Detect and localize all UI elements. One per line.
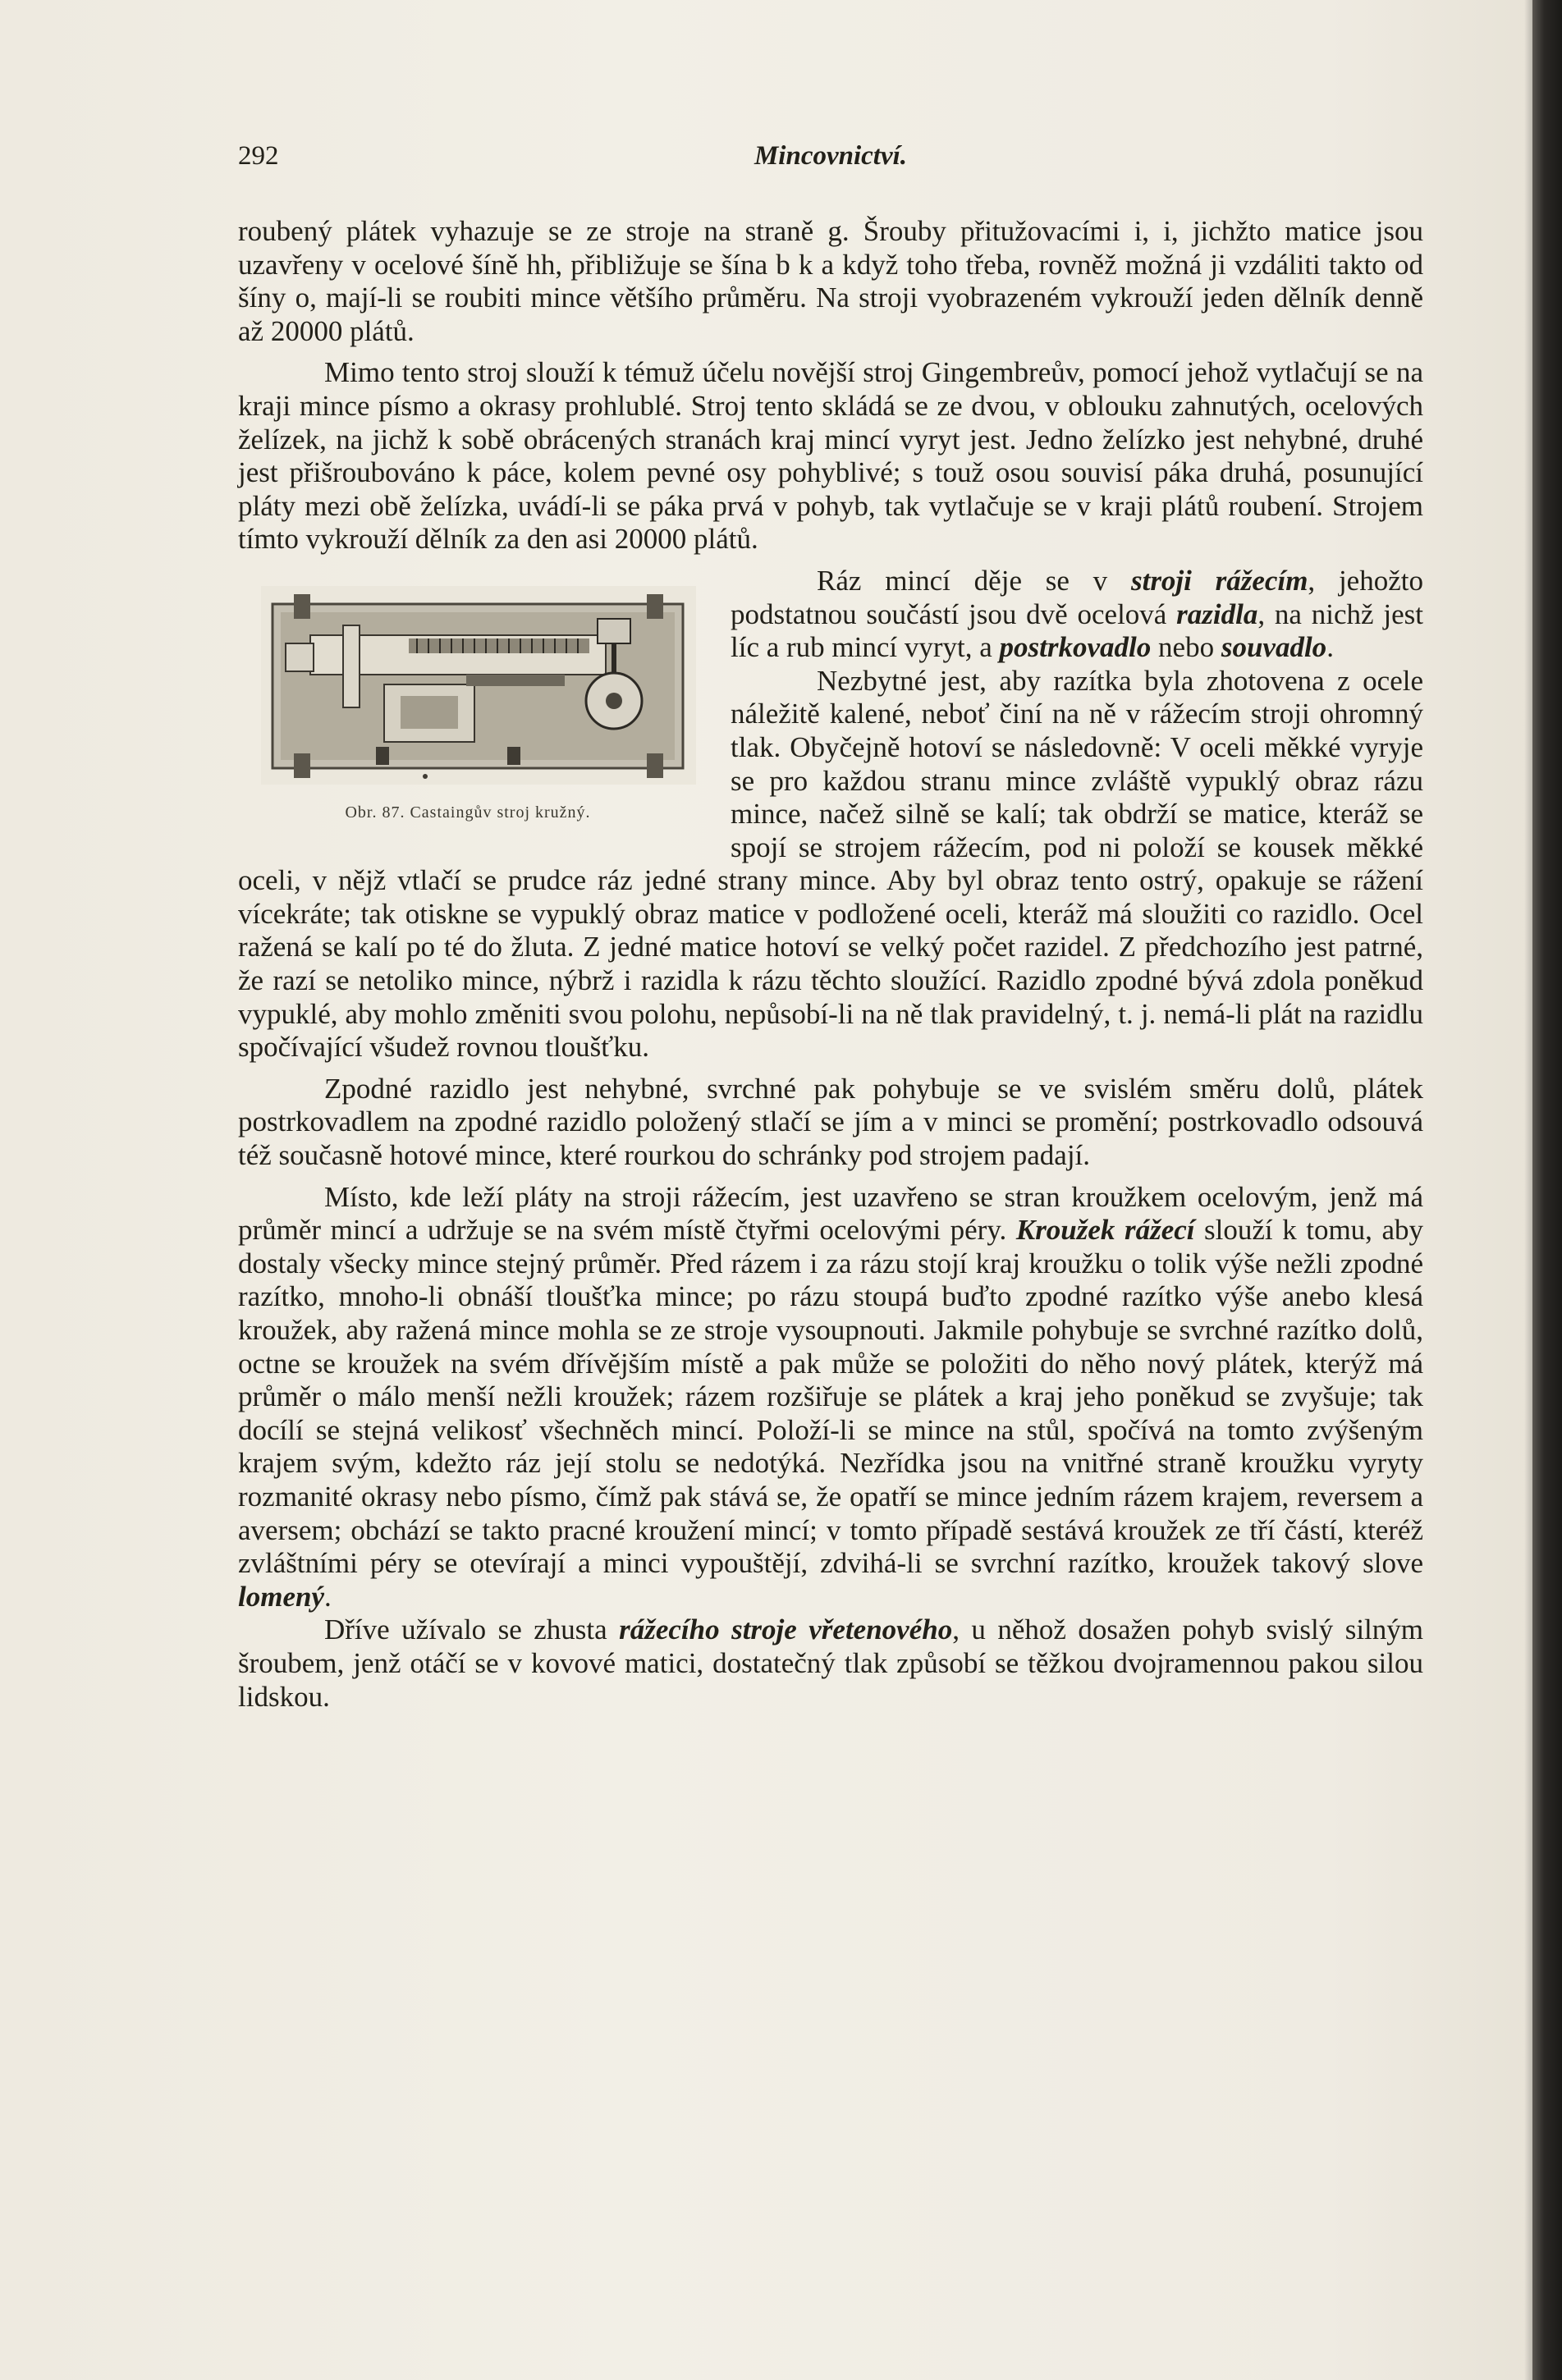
text-run: , u něhož dosažen pohyb svislý silným šroubem, jenž otáčí se v kovové matici, dostatečný tlak způsobí se těžkou dvojramennou pakou silou lidskou. (238, 1613, 1423, 1713)
paragraph: roubený plátek vyhazuje se ze stroje na straně g. Šrouby přitužovacími i, i, jichžto matice jsou uzavřeny v ocelové šíně hh, přibližuje se šína b k a když toho třeba, rovněž možná ji vzdáliti takto od šíny o, mají-li se roubiti mince většího průměru. Na stroji vyobrazeném vykrouží jeden dělník denně až 20000 plátů. (238, 215, 1423, 347)
paragraph (238, 1181, 1423, 1614)
text-run: . (1326, 631, 1334, 664)
emphasized-term: postrkovadlo (999, 631, 1152, 664)
book-binding (1532, 0, 1562, 2380)
emphasized-term: souvadlo (1221, 631, 1327, 664)
text-run: . (323, 1580, 332, 1613)
emphasized-term: rážecího stroje vřetenového (619, 1613, 953, 1646)
emphasized-term: Kroužek rážecí (1015, 1214, 1195, 1247)
text-run: Místo, kde leží pláty na stroji rážecím, jest uzavřeno se stran kroužkem ocelovým, jenž má průměr mincí a udržuje se na svém místě čtyřmi ocelovými péry. (238, 1180, 1423, 1247)
page-header (238, 141, 1423, 182)
text-run: , na nichž jest líc a rub mincí vyryt, a (731, 597, 1423, 664)
page-shadow (1524, 0, 1532, 2380)
text-run: Dříve užívalo se zhusta (324, 1613, 620, 1646)
page-number: 292 (238, 141, 279, 171)
emphasized-term: lomený (238, 1580, 324, 1613)
emphasized-term: stroji rážecím (1130, 564, 1308, 597)
body-text (238, 215, 1423, 1714)
text-run: Ráz mincí děje se v (817, 564, 1131, 597)
figure (238, 586, 698, 824)
emphasized-term: razidla (1176, 597, 1258, 630)
paragraph: Mimo tento stroj slouží k témuž účelu novější stroj Gingembreův, pomocí jehož vytlačují se na kraji mince písmo a okrasy prohlublé. Stroj tento skládá se ze dvou, v oblouku zahnutých, ocelových želízek, na jichž k sobě obrácených stranách kraj mincí vyryt jest. Jedno želízko jest nehybné, druhé jest přišroubováno k páce, kolem pevné osy pohyblivé; s touž osou souvisí páka druhá, posunující pláty mezi obě želízka, uvádí-li se páka prvá v pohyb, tak vytlačuje se v kraji plátů roubení. Strojem tímto vykrouží dělník za den asi 20000 plátů. (238, 356, 1423, 556)
text-run: , jehožto podstatnou součástí jsou dvě ocelová (731, 564, 1423, 630)
text-run: nebo (1151, 631, 1221, 664)
paragraph: Nezbytné jest, aby razítka byla zhotovena z ocele náležitě kalené, neboť činí na ně v rážecím stroji ohromný tlak. Obyčejně hotoví se následovně: V oceli měkké vyryje se pro každou stranu mince zvláště vypuklý obraz rázu mince, načež silně se kalí; tak obdrží se matice, kteráž se spojí se strojem rážecím, pod ni položí se kousek měkké oceli, v nějž vtlačí se prudce ráz jedné strany mince. Aby byl obraz tento ostrý, opakuje se rážení vícekráte; tak otiskne se vypuklý obraz matice v podložené oceli, kteráž má sloužiti co razidlo. Ocel ražená se kalí po té do žluta. Z jedné matice hotoví se velký počet razidel. Z předchozího jest patrné, že razí se netoliko mince, nýbrž i razidla k rázu těchto sloužící. Razidlo zpodné bývá zdola poněkud vypuklé, aby mohlo změniti svou polohu, nepůsobí-li na ně tlak pravidelný, t. j. nemá-li plát na razidlu spočívající všudež rovnou tloušťku. (238, 664, 1423, 1064)
machine-illustration (261, 586, 696, 785)
paragraph (238, 1613, 1423, 1714)
paragraph: Zpodné razidlo jest nehybné, svrchné pak pohybuje se ve svislém směru dolů, plátek postrkovadlem na zpodné razidlo položený stlačí se jím a v minci se promění; postrkovadlo odsouvá též současně hotové mince, které rourkou do schránky pod strojem padají. (238, 1072, 1423, 1172)
running-title: Mincovnictví. (754, 141, 908, 171)
text-run: slouží k tomu, aby dostaly všecky mince stejný průměr. Před rázem i za rázu stojí kraj kroužku o tolik výše nežli zpodné razítko, mnoho-li obnáší tloušťka mince; po rázu stoupá buďto zpodné razítko výše anebo klesá kroužek, aby ražená mince mohla se ze stroje vysoupnouti. Jakmile pohybuje se svrchné razítko dolů, octne se kroužek na svém dřívějším místě a pak může se položiti do něho nový plátek, kterýž má průměr o málo menší nežli kroužek; rázem rozšiřuje se plátek a kraj jeho poněkud se zvyšuje; tak docílí se stejná velikosť všechněch mincí. Položí-li se mince na stůl, spočívá na tomto zvýšeným krajem svým, kdežto ráz její stolu se nedotýká. Nezřídka jsou na vnitřné straně kroužku vyryty rozmanité okrasy nebo písmo, čímž pak stává se, že opatří se mince jedním rázem krajem, reversem a aversem; obchází se takto pracné kroužení mincí; v tomto případě sestává kroužek ze tří částí, kteréž zvláštními péry se otevírají a minci vypouštějí, zdvihá-li se svrchní razítko, kroužek takový slove (238, 1214, 1424, 1580)
figure-caption: Obr. 87. Castaingův stroj kružný. (345, 803, 591, 822)
